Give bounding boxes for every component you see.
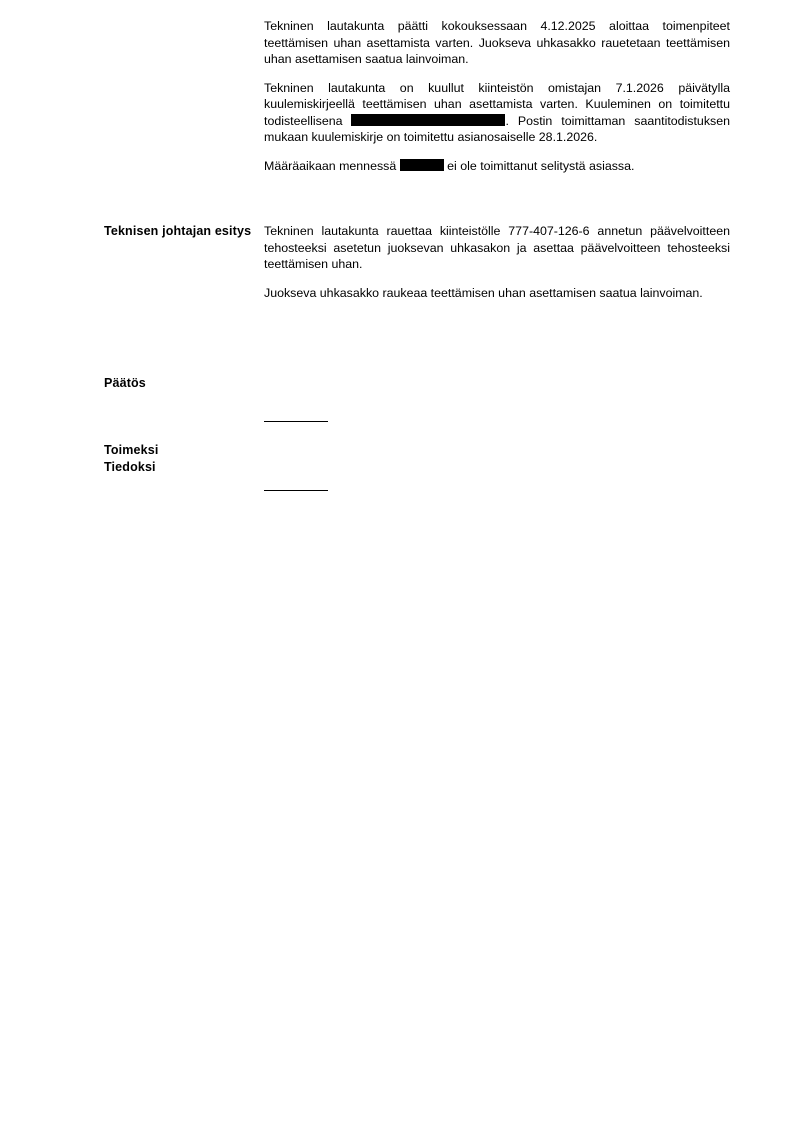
paragraph-esitys-1 [264,223,730,273]
section-label-esitys: Teknisen johtajan esitys [104,224,252,238]
paragraph-text: Tekninen lautakunta päätti kokouksessaan 4.12.2025 aloittaa toimenpiteet teettämisen uhan asettamista varten. Juokseva uhkasakko rauetetaan teettämisen uhan asettamisen saatua lainvoiman. [264,19,730,66]
signature-rule-tiedoksi [264,490,328,491]
paragraph-intro-3 [264,158,730,175]
section-label-toimeksi: Toimeksi [104,443,159,457]
intro-text-block [264,18,730,174]
section-label-paatos: Päätös [104,376,146,390]
esitys-text-block [264,223,730,301]
paragraph-text: Tekninen lautakunta rauettaa kiinteistölle 777-407-126-6 annetun päävelvoitteen tehosteeksi asetetun juoksevan uhkasakon ja asettaa päävelvoitteen tehosteeksi teettämisen uhan. [264,224,730,271]
redaction-bar [351,114,505,126]
paragraph-text: . Postin toimittaman saantitodistuksen mukaan kuulemiskirje on toimitettu asianosaiselle 28.1.2026. [264,113,730,144]
section-label-tiedoksi: Tiedoksi [104,460,156,474]
paragraph-text: Tekninen lautakunta on kuullut kiinteistön omistajan 7.1.2026 päivätylla kuulemiskirjeellä teettämisen uhan asettamista varten. Kuuleminen on toimitettu todisteellisena [264,80,730,128]
paragraph-text: ei ole toimittanut selitystä asiassa. [443,158,635,173]
paragraph-esitys-2 [264,285,730,302]
paragraph-text: Määräaikaan mennessä [264,158,400,173]
redaction-bar [400,159,444,171]
paragraph-intro-2 [264,80,730,146]
paragraph-text: Juokseva uhkasakko raukeaa teettämisen uhan asettamisen saatua lainvoiman. [264,285,703,300]
paragraph-intro-1 [264,18,730,68]
signature-rule-paatos [264,421,328,422]
